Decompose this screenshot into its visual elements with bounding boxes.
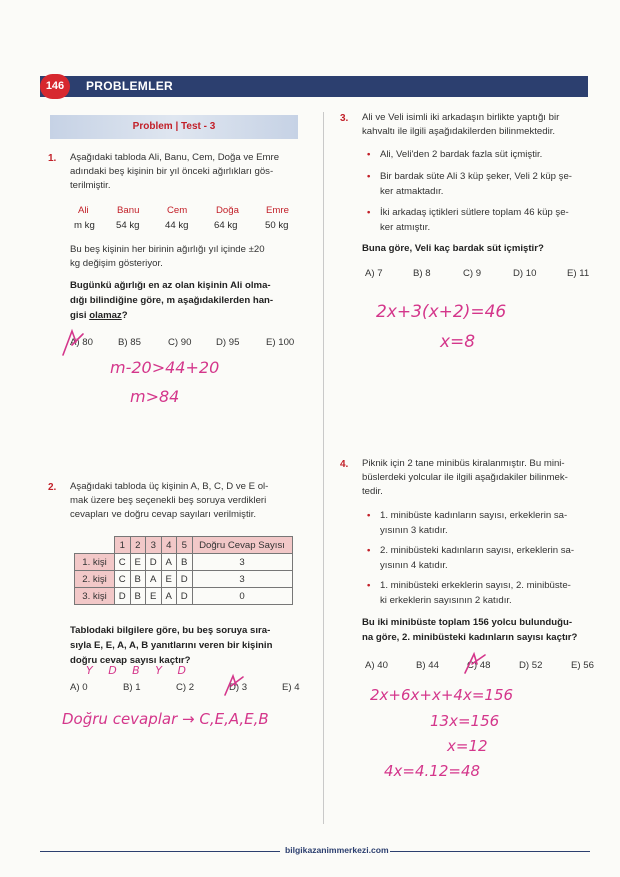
q4-bullet-3-line1: 1. minibüsteki erkeklerin sayısı, 2. minibüste- xyxy=(380,580,571,591)
q1-question-part-c: ? xyxy=(121,310,128,321)
q1-name-emre: Emre xyxy=(266,205,289,216)
q2-col-5: 5 xyxy=(177,537,193,554)
q4-handwriting-line1: 2x+6x+x+4x=156 xyxy=(370,686,514,704)
q1-answer-check-mark-icon xyxy=(60,328,86,358)
q2-cell: D xyxy=(115,588,131,605)
q1-weight-emre: 50 kg xyxy=(265,220,289,231)
q4-number: 4. xyxy=(340,459,349,470)
q1-text-line5: kg değişim gösteriyor. xyxy=(70,258,163,269)
q4-text-line2: büslerdeki yolcular ile ilgili aşağıdakiler bilinmek- xyxy=(362,472,568,483)
q2-option-b[interactable]: B) 1 xyxy=(123,682,141,693)
q3-bullet-1-line1: Ali, Veli'den 2 bardak fazla süt içmiştir. xyxy=(380,149,543,160)
section-title: PROBLEMLER xyxy=(86,79,173,93)
q3-handwriting-line1: 2x+3(x+2)=46 xyxy=(376,302,507,322)
q2-option-c[interactable]: C) 2 xyxy=(176,682,195,693)
q2-cell: C xyxy=(115,571,131,588)
footer-rule-right xyxy=(390,851,590,852)
q2-cell: D xyxy=(177,571,193,588)
q3-option-c[interactable]: C) 9 xyxy=(463,268,482,279)
q4-option-b[interactable]: B) 44 xyxy=(416,660,439,671)
q2-col-correct: Doğru Cevap Sayısı xyxy=(192,537,292,554)
q3-number: 3. xyxy=(340,113,349,124)
q1-question-part-b: olamaz xyxy=(89,310,122,321)
q2-option-e[interactable]: E) 4 xyxy=(282,682,300,693)
q1-weight-ali: m kg xyxy=(74,220,95,231)
q2-cell: E xyxy=(146,588,162,605)
page-number: 146 xyxy=(40,74,70,99)
q1-question-part-a: gisi xyxy=(70,310,90,321)
column-divider xyxy=(323,112,324,824)
q4-option-e[interactable]: E) 56 xyxy=(571,660,594,671)
q1-question-line2: dığı bilindiğine göre, m aşağıdakilerden han- xyxy=(70,295,274,306)
q2-cell: B xyxy=(130,588,146,605)
q3-option-d[interactable]: D) 10 xyxy=(513,268,537,279)
q2-cell: B xyxy=(130,571,146,588)
q2-option-d[interactable]: D) 3 xyxy=(229,682,248,693)
q3-text-line2: kahvaltı ile ilgili aşağıdakilerden bilinmektedir. xyxy=(362,126,556,137)
q2-correct-count: 0 xyxy=(192,588,292,605)
q4-bullet-2-line2: yısının 4 katıdır. xyxy=(380,559,448,571)
q2-correct-count: 3 xyxy=(192,554,292,571)
q3-question: Buna göre, Veli kaç bardak süt içmiştir? xyxy=(362,243,544,254)
q2-handwriting-answer: Doğru cevaplar → C,E,A,E,B xyxy=(62,710,269,728)
q2-row-label: 2. kişi xyxy=(75,571,115,588)
q4-bullet-3 xyxy=(380,579,571,608)
q2-table-corner xyxy=(75,537,115,554)
q1-text-line2: adındaki beş kişinin bir yıl önceki ağırlıkları gös- xyxy=(70,166,274,177)
q3-text-line1: Ali ve Veli isimli iki arkadaşın birlikte yaptığı bir xyxy=(362,112,560,123)
q1-name-cem: Cem xyxy=(167,205,188,216)
q1-number: 1. xyxy=(48,153,57,164)
q2-cell: C xyxy=(115,554,131,571)
q4-handwriting-line2: 13x=156 xyxy=(430,712,500,730)
q4-bullet-1-line1: 1. minibüste kadınların sayısı, erkeklerin sa- xyxy=(380,510,568,521)
q1-handwriting-line2: m>84 xyxy=(130,387,180,406)
q1-name-doga: Doğa xyxy=(216,205,239,216)
q2-cell: A xyxy=(161,588,177,605)
q2-cell: B xyxy=(177,554,193,571)
q2-table-header-row xyxy=(75,537,293,554)
q4-question-line2: na göre, 2. minibüsteki kadınların sayısı kaçtır? xyxy=(362,632,578,643)
q4-option-c[interactable]: C) 48 xyxy=(467,660,491,671)
q4-bullet-2-line1: 2. minibüsteki kadınların sayısı, erkeklerin sa- xyxy=(380,545,575,556)
q1-option-c[interactable]: C) 90 xyxy=(168,337,192,348)
q3-bullet-2 xyxy=(380,170,572,199)
q1-text-line4: Bu beş kişinin her birinin ağırlığı yıl içinde ±20 xyxy=(70,244,265,255)
q2-answers-table xyxy=(74,536,293,605)
q4-question-line1: Bu iki minibüste toplam 156 yolcu bulunduğu- xyxy=(362,617,573,628)
q2-cell: D xyxy=(146,554,162,571)
q2-option-a[interactable]: A) 0 xyxy=(70,682,88,693)
q4-option-d[interactable]: D) 52 xyxy=(519,660,543,671)
q2-answer-check-mark-icon xyxy=(222,673,246,699)
q4-bullet-1 xyxy=(380,509,567,538)
q2-col-1: 1 xyxy=(115,537,131,554)
q1-question-line1: Bugünkü ağırlığı en az olan kişinin Ali olma- xyxy=(70,280,271,291)
q1-question-line3 xyxy=(70,309,128,324)
q2-cell: D xyxy=(177,588,193,605)
q3-bullet-1 xyxy=(380,148,542,163)
q2-number: 2. xyxy=(48,482,57,493)
q1-option-b[interactable]: B) 85 xyxy=(118,337,141,348)
q1-option-d[interactable]: D) 95 xyxy=(216,337,240,348)
q2-col-4: 4 xyxy=(161,537,177,554)
table-row xyxy=(75,554,293,571)
q2-row-label: 1. kişi xyxy=(75,554,115,571)
q1-text-line3: terilmiştir. xyxy=(70,180,111,191)
q2-text-line1: Aşağıdaki tabloda üç kişinin A, B, C, D ve E ol- xyxy=(70,481,269,492)
q4-text-line3: tedir. xyxy=(362,486,383,497)
q2-col-2: 2 xyxy=(130,537,146,554)
q2-text-line2: mak üzere beş seçenekli beş soruya verdikleri xyxy=(70,495,267,506)
q2-handwriting-letters: Y D B Y D xyxy=(86,664,192,677)
q1-option-e[interactable]: E) 100 xyxy=(266,337,295,348)
q2-col-3: 3 xyxy=(146,537,162,554)
q3-bullet-3 xyxy=(380,206,569,235)
q1-handwriting-line1: m-20>44+20 xyxy=(110,358,220,377)
footer-website[interactable]: bilgikazanimmerkezi.com xyxy=(285,845,389,855)
q1-weight-doga: 64 kg xyxy=(214,220,238,231)
q3-option-e[interactable]: E) 11 xyxy=(567,268,590,279)
q2-correct-count: 3 xyxy=(192,571,292,588)
footer-rule-left xyxy=(40,851,280,852)
q4-text-line1: Piknik için 2 tane minibüs kiralanmıştır. Bu mini- xyxy=(362,458,565,469)
q1-name-ali: Ali xyxy=(78,205,89,216)
q1-weight-banu: 54 kg xyxy=(116,220,140,231)
q4-bullet-2 xyxy=(380,544,574,573)
q2-cell: A xyxy=(146,571,162,588)
table-row xyxy=(75,588,293,605)
q3-handwriting-line2: x=8 xyxy=(440,332,476,352)
q2-question-line2: sıyla E, E, A, A, B yanıtlarını veren bir kişinin xyxy=(70,640,273,651)
test-title: Problem | Test - 3 xyxy=(132,121,216,132)
q4-answer-check-mark-icon xyxy=(462,651,491,677)
q3-option-b[interactable]: B) 8 xyxy=(413,268,431,279)
q3-bullet-2-line1: Bir bardak süte Ali 3 küp şeker, Veli 2 küp şe- xyxy=(380,171,572,182)
q3-option-a[interactable]: A) 7 xyxy=(365,268,383,279)
q4-bullet-1-line2: yısının 3 katıdır. xyxy=(380,524,448,536)
q3-bullet-3-line1: İki arkadaş içtikleri sütlere toplam 46 küp şe- xyxy=(380,207,569,218)
q4-bullet-3-line2: ki erkeklerin sayısının 2 katıdır. xyxy=(380,594,512,606)
table-row xyxy=(75,571,293,588)
q1-name-banu: Banu xyxy=(117,205,140,216)
q3-bullet-2-line2: ker atmaktadır. xyxy=(380,185,444,197)
q1-weight-cem: 44 kg xyxy=(165,220,189,231)
q2-cell: A xyxy=(161,554,177,571)
q4-handwriting-line3: x=12 xyxy=(447,737,488,755)
q2-row-label: 3. kişi xyxy=(75,588,115,605)
q1-text-line1: Aşağıdaki tabloda Ali, Banu, Cem, Doğa ve Emre xyxy=(70,152,280,163)
q2-cell: E xyxy=(130,554,146,571)
q1-option-a[interactable]: A) 80 xyxy=(70,337,93,348)
q4-handwriting-line4: 4x=4.12=48 xyxy=(384,762,481,780)
q2-cell: E xyxy=(161,571,177,588)
q3-bullet-3-line2: ker atmıştır. xyxy=(380,221,431,233)
q2-text-line3: cevapları ve doğru cevap sayıları verilmiştir. xyxy=(70,509,257,520)
q2-question-line1: Tablodaki bilgilere göre, bu beş soruya sıra- xyxy=(70,625,271,636)
q2-question-line3: doğru cevap sayısı kaçtır? xyxy=(70,655,191,666)
q4-option-a[interactable]: A) 40 xyxy=(365,660,388,671)
